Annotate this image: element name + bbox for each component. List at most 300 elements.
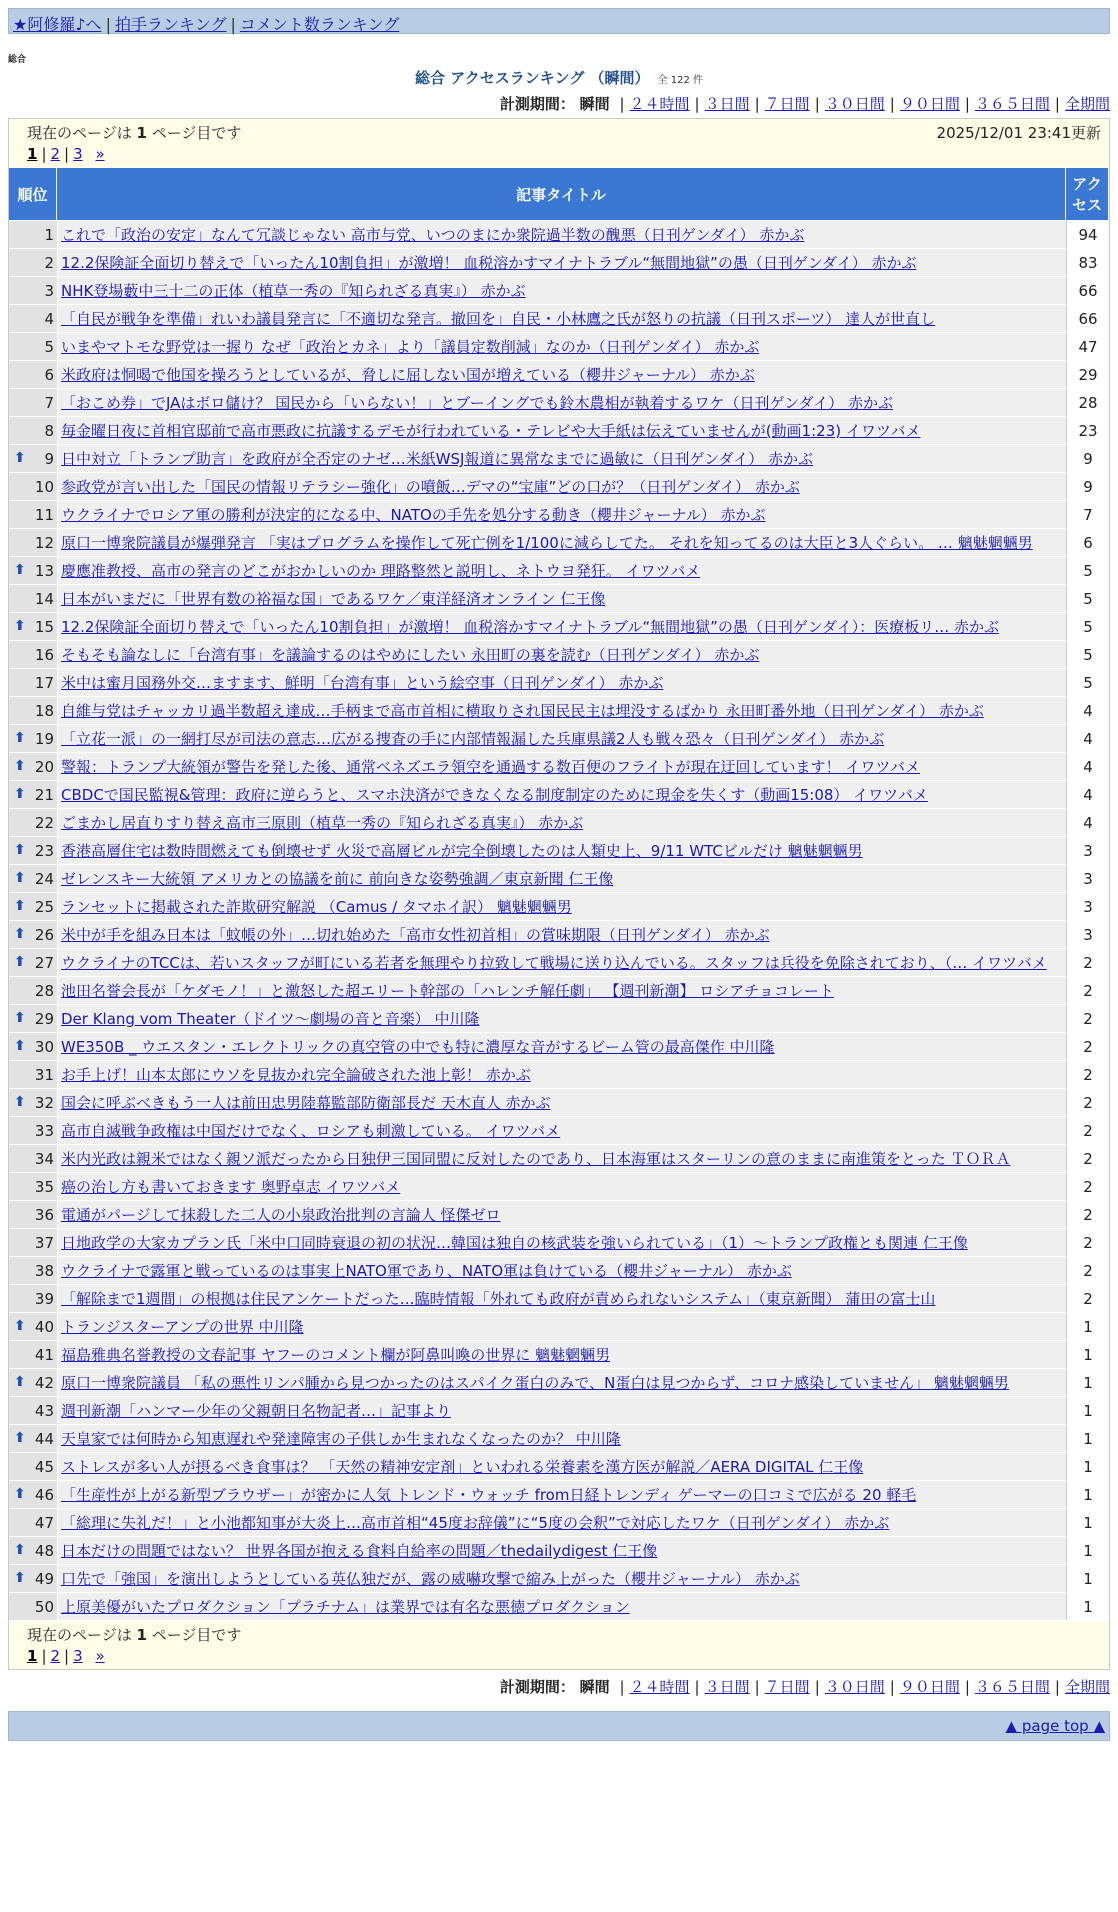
title-cell	[57, 865, 1066, 892]
title-cell	[57, 1117, 1066, 1144]
pager-separator: |	[41, 145, 47, 163]
table-row	[9, 1593, 1109, 1620]
table-row	[9, 1089, 1109, 1116]
up-arrow-icon: ⬆	[14, 561, 26, 578]
rank-number: 17	[34, 673, 54, 692]
rank-cell	[9, 473, 57, 500]
article-link[interactable]: 香港高層住宅は数時間燃えても倒壊せず 火災で高層ビルが完全倒壊したのは人類史上、9/11 WTCビルだけ 魑魅魍魎男	[61, 842, 863, 860]
article-link[interactable]: ランセットに掲載された詐欺研究解説 （Camus / タマホイ訳） 魑魅魍魎男	[61, 898, 572, 916]
table-row	[9, 641, 1109, 668]
title-cell	[57, 1341, 1066, 1368]
access-count: 2	[1066, 1257, 1109, 1284]
period-link[interactable]: 全期間	[1064, 1678, 1110, 1696]
table-row	[9, 585, 1109, 612]
article-link[interactable]: 米中が手を組み日本は「蚊帳の外」…切れ始めた「高市女性初首相」の賞味期限（日刊ゲンダイ） 赤かぶ	[61, 926, 770, 944]
article-link[interactable]: 国会に呼ぶべきもう一人は前田忠男陸幕監部防衛部長だ 天木直人 赤かぶ	[61, 1094, 551, 1112]
header-access: アクセス	[1066, 168, 1109, 220]
rank-cell	[9, 529, 57, 556]
article-link[interactable]: ウクライナで露軍と戦っているのは事実上NATO軍であり、NATO軍は負けている（櫻井ジャーナル） 赤かぶ	[61, 1262, 792, 1280]
title-cell	[57, 1061, 1066, 1088]
access-count: 1	[1066, 1481, 1109, 1508]
period-link[interactable]: 全期間	[1064, 95, 1110, 113]
pager-link[interactable]: 2	[50, 1647, 61, 1665]
article-link[interactable]: NHK登場藪中三十二の正体（植草一秀の『知られざる真実』） 赤かぶ	[61, 282, 526, 300]
title-cell	[57, 1593, 1066, 1620]
access-count: 2	[1066, 977, 1109, 1004]
pager-current-page: 1	[27, 1647, 38, 1665]
page-info-text: 現在のページは	[27, 124, 132, 142]
article-link[interactable]: 天皇家では何時から知恵遅れや発達障害の子供しか生まれなくなったのか？ 中川隆	[61, 1430, 621, 1448]
period-separator: |	[889, 95, 895, 113]
title-cell	[57, 1257, 1066, 1284]
period-separator: |	[964, 95, 970, 113]
period-link[interactable]: ２４時間	[629, 1678, 690, 1696]
article-link[interactable]: そもそも論なしに「台湾有事」を議論するのはやめにしたい 永田町の裏を読む（日刊ゲンダイ） 赤かぶ	[61, 646, 760, 664]
article-link[interactable]: Der Klang vom Theater（ドイツ～劇場の音と音楽） 中川隆	[61, 1010, 480, 1028]
pager-separator: |	[64, 1647, 70, 1665]
rank-number: 3	[44, 281, 54, 300]
rank-cell	[9, 1089, 57, 1116]
rank-cell	[9, 1537, 57, 1564]
pager-top	[9, 143, 1109, 167]
article-link[interactable]: 12.2保険証全面切り替えで「いったん10割負担」が激増！ 血税溶かすマイナトラブル“無間地獄”の愚（日刊ゲンダイ）：医療板リ… 赤かぶ	[61, 618, 999, 636]
rank-cell	[9, 389, 57, 416]
footer-bar	[8, 1711, 1110, 1741]
title-cell	[57, 361, 1066, 388]
article-link[interactable]: 口先で「強国」を演出しようとしている英仏独だが、露の威嚇攻撃で縮み上がった（櫻井ジャーナル） 赤かぶ	[61, 1570, 800, 1588]
rank-cell	[9, 1313, 57, 1340]
access-count: 1	[1066, 1397, 1109, 1424]
page-info-text: 現在のページは	[27, 1626, 132, 1644]
article-link[interactable]: ごまかし居直りすり替え高市三原則（植草一秀の『知られざる真実』） 赤かぶ	[61, 814, 584, 832]
rank-number: 39	[34, 1289, 54, 1308]
article-link[interactable]: お手上げ！山本太郎にウソを見抜かれ完全論破された池上彰！ 赤かぶ	[61, 1066, 531, 1084]
rank-cell	[9, 417, 57, 444]
ranking-panel	[8, 118, 1110, 1670]
rank-cell	[9, 1453, 57, 1480]
access-count: 2	[1066, 1145, 1109, 1172]
article-link[interactable]: 日本だけの問題ではない？ 世界各国が抱える食料自給率の問題／thedailydigest 仁王像	[61, 1542, 658, 1560]
article-link[interactable]: 原口一博衆院議員が爆弾発言 「実はプログラムを操作して死亡例を1/100に減らしてた。 それを知ってるのは大臣と3人ぐらい。 … 魑魅魍魎男	[61, 534, 1033, 552]
ranking-body	[9, 221, 1109, 1620]
period-link[interactable]: ３日間	[704, 1678, 750, 1696]
period-label: 計測期間：	[499, 1678, 575, 1696]
nav-separator: |	[230, 15, 236, 34]
rank-cell	[9, 1341, 57, 1368]
rank-cell	[9, 333, 57, 360]
access-count: 7	[1066, 501, 1109, 528]
rank-number: 35	[34, 1177, 54, 1196]
table-row	[9, 1257, 1109, 1284]
article-link[interactable]: 日中対立「トランプ助言」を政府が全否定のナゼ…米紙WSJ報道に異常なまでに過敏に（日刊ゲンダイ） 赤かぶ	[61, 450, 814, 468]
title-cell	[57, 1481, 1066, 1508]
article-link[interactable]: CBDCで国民監視&管理：政府に逆らうと、スマホ決済ができなくなる制度制定のために現金を失くす（動画15:08） イワツバメ	[61, 786, 928, 804]
rank-number: 32	[34, 1093, 54, 1112]
table-row	[9, 1397, 1109, 1424]
rank-number: 10	[34, 477, 54, 496]
title-cell	[57, 1565, 1066, 1592]
title-cell	[57, 837, 1066, 864]
up-arrow-icon: ⬆	[14, 925, 26, 942]
page-top-link[interactable]: ▲ page top ▲	[1005, 1717, 1105, 1735]
table-row	[9, 837, 1109, 864]
rank-cell	[9, 1481, 57, 1508]
table-row	[9, 977, 1109, 1004]
article-link[interactable]: 「自民が戦争を準備」れいわ議員発言に「不適切な発言。撤回を」自民・小林鷹之氏が怒りの抗議（日刊スポーツ） 達人が世直し	[61, 310, 936, 328]
table-row	[9, 1145, 1109, 1172]
access-count: 2	[1066, 1285, 1109, 1312]
title-cell	[57, 725, 1066, 752]
title-cell	[57, 1369, 1066, 1396]
article-link[interactable]: 慶應准教授、高市の発言のどこがおかしいのか 理路整然と説明し、ネトウヨ発狂。 イワツバメ	[61, 562, 701, 580]
rank-cell	[9, 809, 57, 836]
period-link[interactable]: ３０日間	[824, 95, 885, 113]
header-rank: 順位	[9, 168, 57, 220]
title-cell	[57, 1145, 1066, 1172]
pager-separator	[87, 1647, 92, 1665]
period-separator: |	[1054, 95, 1060, 113]
access-count: 5	[1066, 557, 1109, 584]
period-separator: |	[1054, 1678, 1060, 1696]
title-cell	[57, 641, 1066, 668]
table-row	[9, 1509, 1109, 1536]
table-row	[9, 1453, 1109, 1480]
up-arrow-icon: ⬆	[14, 1037, 26, 1054]
access-count: 5	[1066, 669, 1109, 696]
up-arrow-icon: ⬆	[14, 785, 26, 802]
article-link[interactable]: 原口一博衆院議員 「私の悪性リンパ腫から見つかったのはスパイク蛋白のみで、N蛋白は見つからず、コロナ感染していません」 魑魅魍魎男	[61, 1374, 1009, 1392]
rank-cell	[9, 249, 57, 276]
table-row	[9, 417, 1109, 444]
table-row	[9, 1313, 1109, 1340]
rank-number: 31	[34, 1065, 54, 1084]
rank-cell	[9, 725, 57, 752]
rank-number: 41	[34, 1345, 54, 1364]
rank-cell	[9, 1425, 57, 1452]
title-cell	[57, 669, 1066, 696]
rank-cell	[9, 1509, 57, 1536]
rank-number: 25	[34, 897, 54, 916]
access-count: 3	[1066, 865, 1109, 892]
rank-cell	[9, 837, 57, 864]
article-link[interactable]: 米内光政は親米ではなく親ソ派だったから日独伊三国同盟に反対したのであり、日本海軍はスターリンの意のままに南進策をとった ＴＯＲＡ	[61, 1150, 1011, 1168]
title-cell	[57, 1229, 1066, 1256]
title-cell	[57, 277, 1066, 304]
access-count: 47	[1066, 333, 1109, 360]
rank-number: 37	[34, 1233, 54, 1252]
table-row	[9, 249, 1109, 276]
rank-number: 19	[34, 729, 54, 748]
article-link[interactable]: 日地政学の大家カプラン氏「米中口同時衰退の初の状況…韓国は独自の核武装を強いられている」（1）～トランプ政権とも関連 仁王像	[61, 1234, 968, 1252]
page-title	[8, 67, 1110, 88]
access-count: 2	[1066, 1229, 1109, 1256]
access-count: 2	[1066, 1089, 1109, 1116]
table-row	[9, 557, 1109, 584]
article-link[interactable]: 米政府は恫喝で他国を操ろうとしているが、脅しに屈しない国が増えている（櫻井ジャーナル） 赤かぶ	[61, 366, 755, 384]
rank-cell	[9, 949, 57, 976]
table-row	[9, 753, 1109, 780]
period-link[interactable]: ２４時間	[629, 95, 690, 113]
pager-bottom	[9, 1645, 1109, 1669]
page-info-text: ページ目です	[151, 124, 242, 142]
table-row	[9, 1341, 1109, 1368]
table-row	[9, 473, 1109, 500]
article-link[interactable]: 米中は蜜月国務外交…ますます、鮮明「台湾有事」という絵空事（日刊ゲンダイ） 赤かぶ	[61, 674, 664, 692]
rank-cell	[9, 501, 57, 528]
rank-cell	[9, 893, 57, 920]
title-cell	[57, 1089, 1066, 1116]
period-separator: |	[754, 1678, 760, 1696]
article-link[interactable]: 自維与党はチャッカリ過半数超え達成…手柄まで高市首相に横取りされ国民民主は埋没するばかり 永田町番外地（日刊ゲンダイ） 赤かぶ	[61, 702, 984, 720]
rank-number: 16	[34, 645, 54, 664]
rank-cell	[9, 1117, 57, 1144]
title-cell	[57, 1173, 1066, 1200]
ranking-title: 総合 アクセスランキング （瞬間）	[415, 69, 650, 87]
access-count: 2	[1066, 1201, 1109, 1228]
table-row	[9, 389, 1109, 416]
table-row	[9, 529, 1109, 556]
pager-link[interactable]: »	[95, 145, 105, 163]
pager-separator: |	[41, 1647, 47, 1665]
article-link[interactable]: WE350B _ ウエスタン・エレクトリックの真空管の中でも特に濃厚な音がするビーム管の最高傑作 中川隆	[61, 1038, 775, 1056]
rank-cell	[9, 669, 57, 696]
table-row	[9, 949, 1109, 976]
rank-number: 44	[34, 1429, 54, 1448]
rank-number: 50	[34, 1597, 54, 1616]
access-count: 1	[1066, 1313, 1109, 1340]
rank-number: 14	[34, 589, 54, 608]
period-link[interactable]: ７日間	[764, 1678, 810, 1696]
article-link[interactable]: 週刊新潮「ハンマー少年の父親朝日名物記者…」記事より	[61, 1402, 452, 1420]
updated-time: 2025/12/01 23:41更新	[936, 124, 1101, 142]
table-row	[9, 1005, 1109, 1032]
article-link[interactable]: 「総理に失礼だ！」と小池都知事が大炎上…高市首相“45度お辞儀”に“5度の会釈”で対応したワケ（日刊ゲンダイ） 赤かぶ	[61, 1514, 890, 1532]
period-link[interactable]: ７日間	[764, 95, 810, 113]
title-cell	[57, 1033, 1066, 1060]
table-row	[9, 697, 1109, 724]
access-count: 66	[1066, 305, 1109, 332]
title-cell	[57, 1397, 1066, 1424]
access-count: 6	[1066, 529, 1109, 556]
table-row	[9, 1537, 1109, 1564]
rank-number: 9	[44, 449, 54, 468]
up-arrow-icon: ⬆	[14, 449, 26, 466]
table-row	[9, 333, 1109, 360]
article-link[interactable]: トランジスターアンプの世界 中川隆	[61, 1318, 304, 1336]
access-count: 1	[1066, 1509, 1109, 1536]
table-row	[9, 1229, 1109, 1256]
article-link[interactable]: 「解除まで1週間」の根拠は住民アンケートだった…臨時情報「外れても政府が責められないシステム」（東京新聞） 蒲田の富士山	[61, 1290, 936, 1308]
table-row	[9, 1117, 1109, 1144]
table-row	[9, 1565, 1109, 1592]
up-arrow-icon: ⬆	[14, 729, 26, 746]
article-link[interactable]: 電通がパージして抹殺した二人の小泉政治批判の言論人 怪傑ゼロ	[61, 1206, 501, 1224]
rank-cell	[9, 1033, 57, 1060]
table-row	[9, 1173, 1109, 1200]
rank-number: 21	[34, 785, 54, 804]
nav-comment-ranking-link[interactable]: コメント数ランキング	[239, 15, 400, 34]
access-count: 1	[1066, 1593, 1109, 1620]
access-count: 2	[1066, 1061, 1109, 1088]
article-link[interactable]: 日本がいまだに「世界有数の裕福な国」であるワケ／東洋経済オンライン 仁王像	[61, 590, 606, 608]
ranking-table	[9, 167, 1109, 1621]
header-title: 記事タイトル	[57, 168, 1066, 220]
page-info-number: 1	[136, 124, 147, 142]
rank-number: 43	[34, 1401, 54, 1420]
rank-number: 29	[34, 1009, 54, 1028]
article-link[interactable]: 高市自滅戦争政権は中国だけでなく、ロシアも刺激している。 イワツバメ	[61, 1122, 561, 1140]
period-link[interactable]: ９０日間	[899, 1678, 960, 1696]
title-cell	[57, 417, 1066, 444]
rank-cell	[9, 921, 57, 948]
article-link[interactable]: 参政党が言い出した「国民の情報リテラシー強化」の噴飯…デマの“宝庫”どの口が？（日刊ゲンダイ） 赤かぶ	[61, 478, 800, 496]
access-count: 29	[1066, 361, 1109, 388]
period-separator: |	[619, 1678, 625, 1696]
table-row	[9, 445, 1109, 472]
access-count: 5	[1066, 585, 1109, 612]
rank-cell	[9, 1229, 57, 1256]
nav-clap-ranking-link[interactable]: 拍手ランキング	[114, 15, 227, 34]
period-link[interactable]: ３日間	[704, 95, 750, 113]
title-cell	[57, 977, 1066, 1004]
period-link[interactable]: ３６５日間	[974, 95, 1050, 113]
article-link[interactable]: ゼレンスキー大統領 アメリカとの協議を前に 前向きな姿勢強調／東京新聞 仁王像	[61, 870, 614, 888]
access-count: 5	[1066, 613, 1109, 640]
rank-cell	[9, 781, 57, 808]
period-separator: |	[964, 1678, 970, 1696]
table-row	[9, 669, 1109, 696]
access-count: 2	[1066, 1033, 1109, 1060]
period-current: 瞬間	[579, 1678, 610, 1696]
table-row	[9, 501, 1109, 528]
pager-separator	[87, 145, 92, 163]
access-count: 1	[1066, 1537, 1109, 1564]
access-count: 9	[1066, 445, 1109, 472]
period-bar-bottom	[8, 1676, 1110, 1697]
article-link[interactable]: いまやマトモな野党は一握り なぜ「政治とカネ」より「議員定数削減」なのか（日刊ゲンダイ） 赤かぶ	[61, 338, 760, 356]
period-separator: |	[694, 1678, 700, 1696]
title-cell	[57, 893, 1066, 920]
access-count: 23	[1066, 417, 1109, 444]
title-cell	[57, 1005, 1066, 1032]
up-arrow-icon: ⬆	[14, 841, 26, 858]
table-row	[9, 221, 1109, 248]
pager-link[interactable]: 3	[73, 1647, 83, 1665]
article-link[interactable]: 「生産性が上がる新型ブラウザー」が密かに人気 トレンド・ウォッチ from日経トレンディ ゲーマーの口コミで広がる 20 軽毛	[61, 1486, 917, 1504]
rank-number: 8	[44, 421, 54, 440]
article-link[interactable]: 福島雅典名誉教授の文春記事 ヤフーのコメント欄が阿鼻叫喚の世界に 魑魅魍魎男	[61, 1346, 611, 1364]
rank-number: 15	[34, 617, 54, 636]
article-link[interactable]: 上原美優がいたプロダクション「プラチナム」は業界では有名な悪徳プロダクション	[61, 1598, 630, 1616]
rank-number: 18	[34, 701, 54, 720]
title-cell	[57, 557, 1066, 584]
table-row	[9, 1033, 1109, 1060]
rank-number: 42	[34, 1373, 54, 1392]
rank-number: 33	[34, 1121, 54, 1140]
nav-home-link[interactable]: ★阿修羅♪へ	[13, 15, 102, 34]
access-count: 83	[1066, 249, 1109, 276]
period-link[interactable]: ９０日間	[899, 95, 960, 113]
period-separator: |	[694, 95, 700, 113]
title-cell	[57, 473, 1066, 500]
table-row	[9, 1369, 1109, 1396]
access-count: 4	[1066, 781, 1109, 808]
title-cell	[57, 613, 1066, 640]
access-count: 3	[1066, 893, 1109, 920]
article-link[interactable]: 池田名誉会長が「ケダモノ！」と激怒した超エリート幹部の「ハレンチ解任劇」 【週刊新潮】 ロシアチョコレート	[61, 982, 834, 1000]
title-cell	[57, 305, 1066, 332]
article-link[interactable]: これで「政治の安定」なんて冗談じゃない 高市与党、いつのまにか衆院過半数の醜悪（日刊ゲンダイ） 赤かぶ	[61, 226, 805, 244]
pager-link[interactable]: »	[95, 1647, 105, 1665]
up-arrow-icon: ⬆	[14, 953, 26, 970]
up-arrow-icon: ⬆	[14, 897, 26, 914]
up-arrow-icon: ⬆	[14, 1569, 26, 1586]
table-row	[9, 305, 1109, 332]
rank-number: 38	[34, 1261, 54, 1280]
pager-link[interactable]: 2	[50, 145, 61, 163]
period-current: 瞬間	[579, 95, 610, 113]
period-link[interactable]: ３０日間	[824, 1678, 885, 1696]
access-count: 94	[1066, 221, 1109, 248]
article-link[interactable]: 毎金曜日夜に首相官邸前で高市悪政に抗議するデモが行われている・テレビや大手紙は伝えていませんが(動画1:23) イワツバメ	[61, 422, 921, 440]
access-count: 4	[1066, 809, 1109, 836]
title-cell	[57, 249, 1066, 276]
article-link[interactable]: 警報：トランプ大統領が警告を発した後、通常ベネズエラ領空を通過する数百便のフライトが現在迂回しています！ イワツバメ	[61, 758, 921, 776]
article-link[interactable]: ストレスが多い人が摂るべき食事は？ 「天然の精神安定剤」といわれる栄養素を漢方医が解説／AERA DIGITAL 仁王像	[61, 1458, 864, 1476]
title-cell	[57, 501, 1066, 528]
period-bar-top	[8, 93, 1110, 114]
rank-number: 34	[34, 1149, 54, 1168]
rank-number: 40	[34, 1317, 54, 1336]
period-link[interactable]: ３６５日間	[974, 1678, 1050, 1696]
rank-cell	[9, 557, 57, 584]
table-row	[9, 865, 1109, 892]
rank-cell	[9, 613, 57, 640]
rank-cell	[9, 977, 57, 1004]
total-count: 全 122 件	[657, 75, 703, 86]
rank-cell	[9, 277, 57, 304]
up-arrow-icon: ⬆	[14, 1429, 26, 1446]
title-cell	[57, 529, 1066, 556]
access-count: 1	[1066, 1453, 1109, 1480]
rank-number: 12	[34, 533, 54, 552]
title-cell	[57, 1285, 1066, 1312]
rank-number: 26	[34, 925, 54, 944]
title-cell	[57, 949, 1066, 976]
up-arrow-icon: ⬆	[14, 1373, 26, 1390]
title-cell	[57, 1453, 1066, 1480]
article-link[interactable]: 「立花一派」の一網打尽が司法の意志…広がる捜査の手に内部情報漏した兵庫県議2人も戦々恐々（日刊ゲンダイ） 赤かぶ	[61, 730, 885, 748]
table-row	[9, 921, 1109, 948]
rank-number: 4	[44, 309, 54, 328]
article-link[interactable]: ウクライナのTCCは、若いスタッフが町にいる若者を無理やり拉致して戦場に送り込んでいる。スタッフは兵役を免除されており、（… イワツバメ	[61, 954, 1047, 972]
rank-number: 2	[44, 253, 54, 272]
page-info-top	[9, 119, 1109, 143]
article-link[interactable]: 「おこめ券」でJAはボロ儲け？ 国民から「いらない！」とブーイングでも鈴木農相が執着するワケ（日刊ゲンダイ） 赤かぶ	[61, 394, 894, 412]
rank-cell	[9, 1285, 57, 1312]
pager-link[interactable]: 3	[73, 145, 83, 163]
title-cell	[57, 921, 1066, 948]
article-link[interactable]: ウクライナでロシア軍の勝利が決定的になる中、NATOの手先を処分する動き（櫻井ジャーナル） 赤かぶ	[61, 506, 766, 524]
access-count: 2	[1066, 1173, 1109, 1200]
rank-cell	[9, 305, 57, 332]
title-cell	[57, 389, 1066, 416]
article-link[interactable]: 癌の治し方も書いておきます 奥野卓志 イワツバメ	[61, 1178, 401, 1196]
up-arrow-icon: ⬆	[14, 617, 26, 634]
article-link[interactable]: 12.2保険証全面切り替えで「いったん10割負担」が激増！ 血税溶かすマイナトラブル“無間地獄”の愚（日刊ゲンダイ） 赤かぶ	[61, 254, 917, 272]
rank-number: 1	[44, 225, 54, 244]
access-count: 1	[1066, 1341, 1109, 1368]
